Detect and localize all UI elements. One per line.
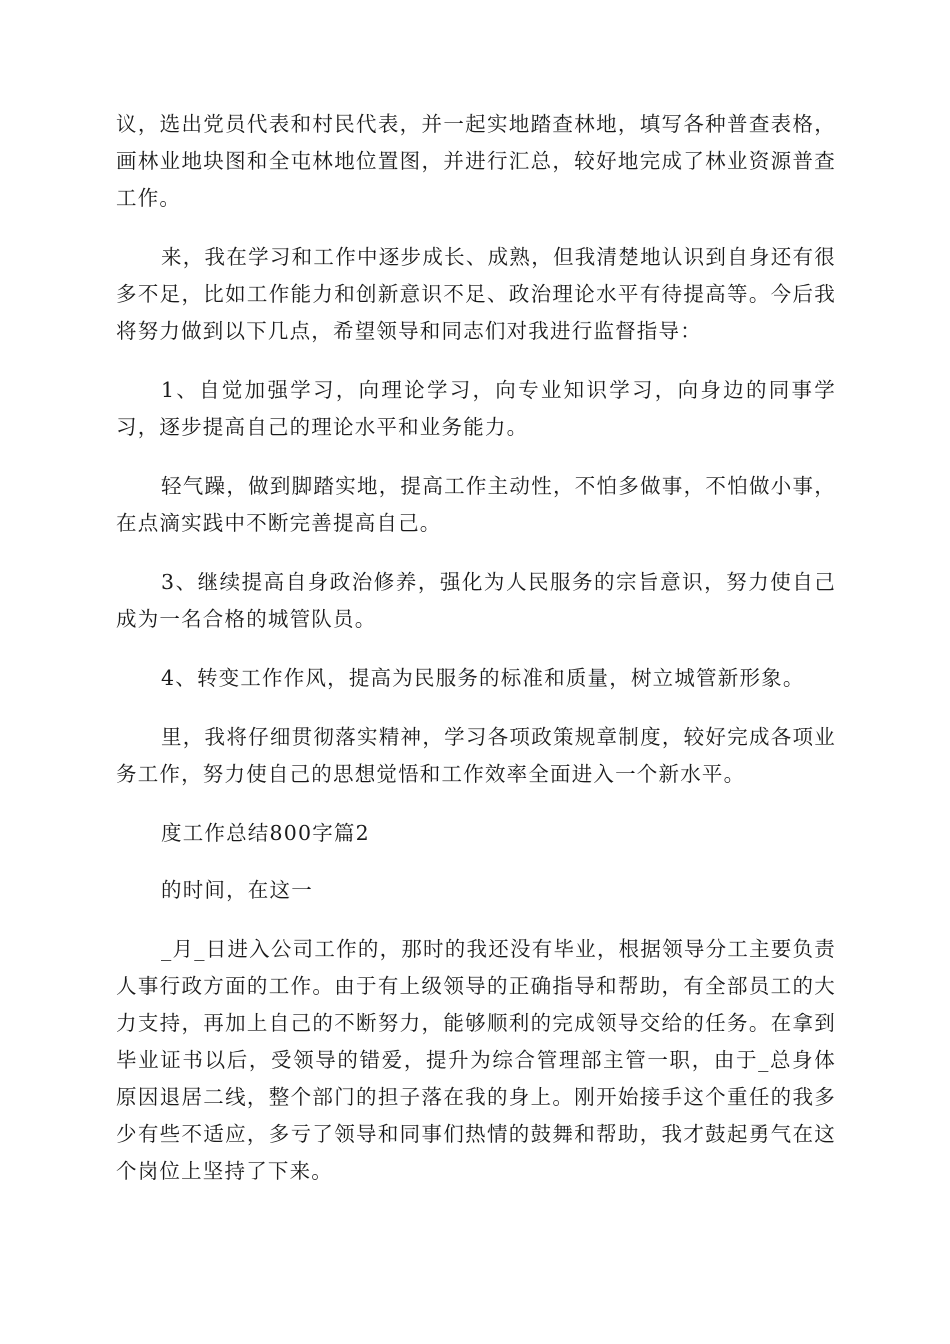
paragraph-point-4: 4、转变工作作风，提高为民服务的标准和质量，树立城管新形象。 — [161, 666, 805, 690]
section-heading: 度工作总结800字篇2 — [161, 821, 370, 845]
paragraph-time-intro: 的时间，在这一 — [161, 878, 313, 902]
paragraph-point-1: 1、自觉加强学习，向理论学习，向专业知识学习，向身边的同事学习，逐步提高自己的理论水平和业务能力。 — [116, 378, 836, 439]
paragraph-forestry-survey: 议，选出党员代表和村民代表，并一起实地踏查林地，填写各种普查表格，画林业地块图和全屯林地位置图，并进行汇总，较好地完成了林业资源普查工作。 — [116, 112, 836, 210]
paragraph-closing: 里，我将仔细贯彻落实精神，学习各项政策规章制度，较好完成各项业务工作，努力使自己的思想觉悟和工作效率全面进入一个新水平。 — [116, 725, 836, 786]
document-page — [116, 106, 836, 1212]
paragraph-point-3: 3、继续提高自身政治修养，强化为人民服务的宗旨意识，努力使自己成为一名合格的城管队员。 — [116, 570, 836, 631]
paragraph-point-2: 轻气躁，做到脚踏实地，提高工作主动性，不怕多做事，不怕做小事，在点滴实践中不断完善提高自己。 — [116, 474, 836, 535]
paragraph-self-assessment: 来，我在学习和工作中逐步成长、成熟，但我清楚地认识到自身还有很多不足，比如工作能力和创新意识不足、政治理论水平有待提高等。今后我将努力做到以下几点，希望领导和同志们对我进行监督指导： — [116, 245, 836, 343]
paragraph-company-work: _月_日进入公司工作的，那时的我还没有毕业，根据领导分工主要负责人事行政方面的工作。由于有上级领导的正确指导和帮助，有全部员工的大力支持，再加上自己的不断努力，能够顺利的完成领导交给的任务。在拿到毕业证书以后，受领导的错爱，提升为综合管理部主管一职，由于_总身体原因退居二线，整个部门的担子落在我的身上。刚开始接手这个重任的我多少有些不适应，多亏了领导和同事们热情的鼓舞和帮助，我才鼓起勇气在这个岗位上坚持了下来。 — [116, 937, 836, 1183]
